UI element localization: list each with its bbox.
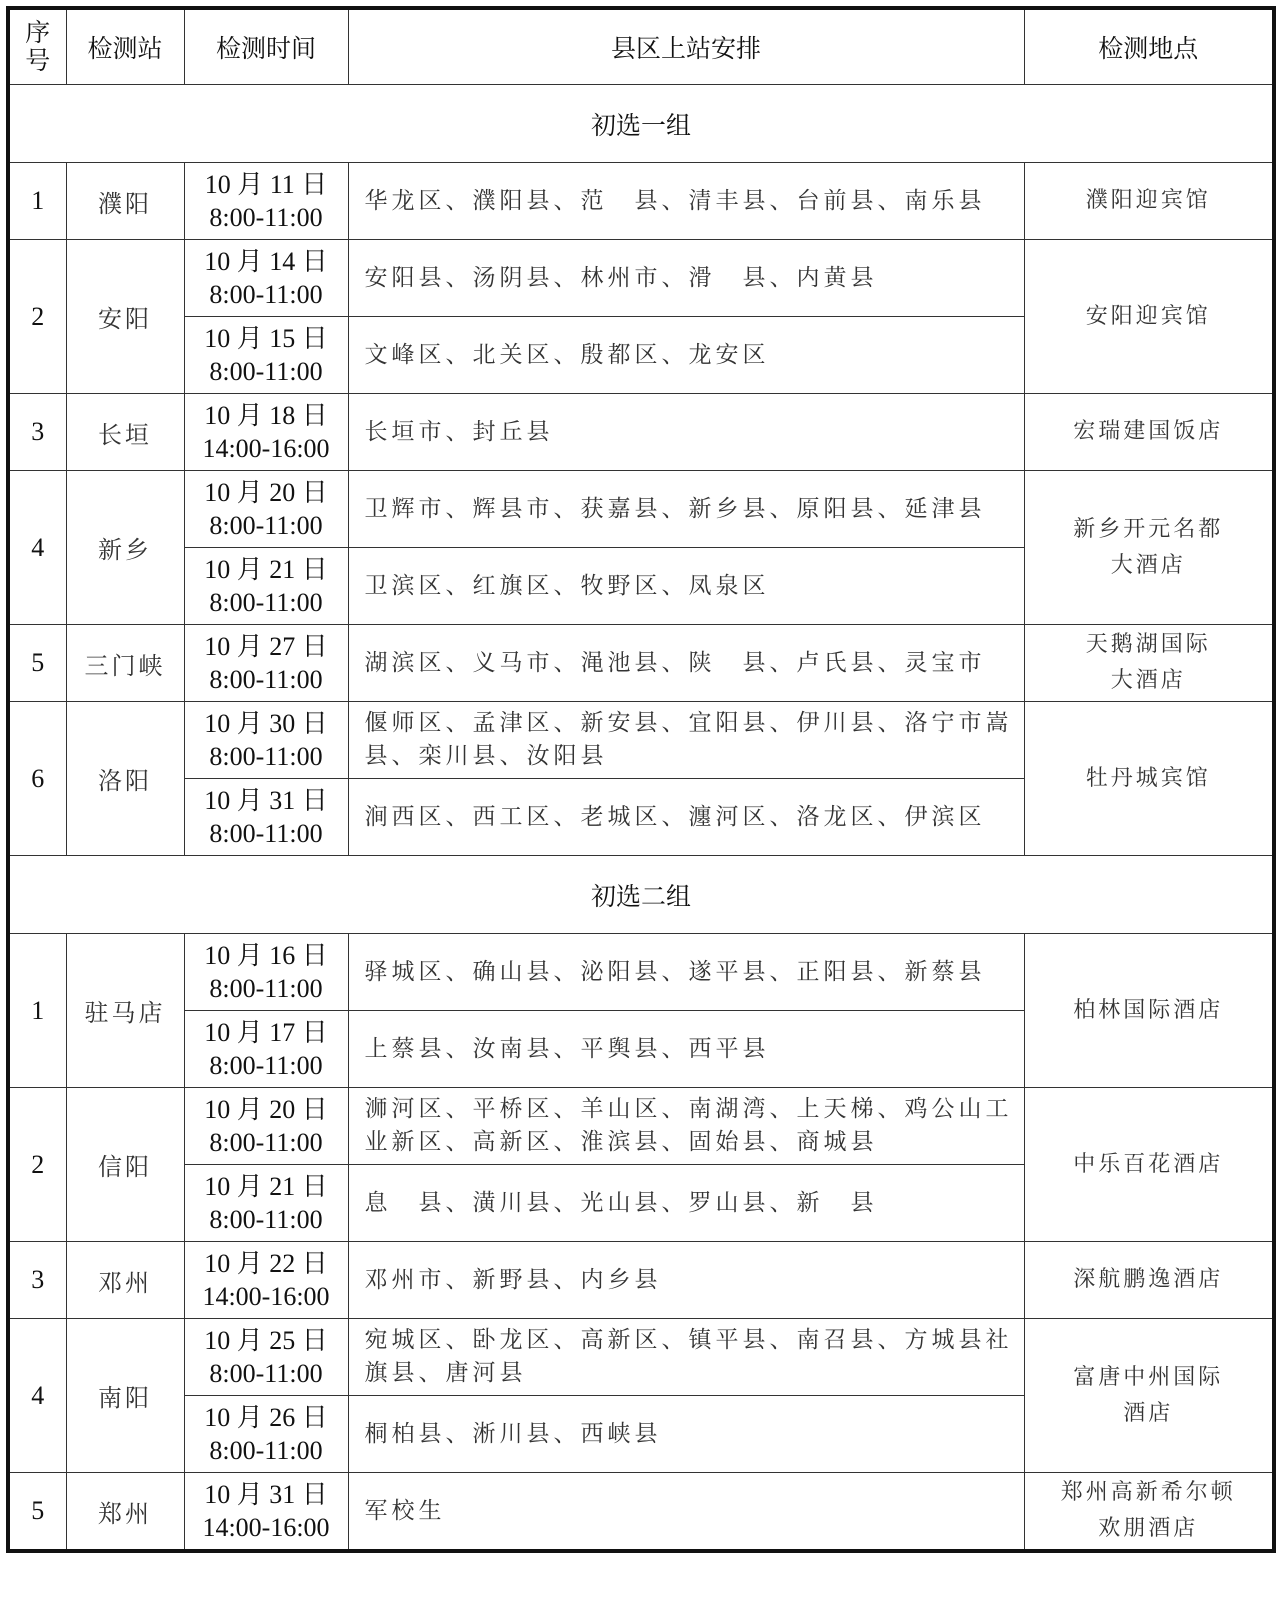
header-counties: 县区上站安排	[348, 8, 1024, 85]
group-title: 初选一组	[8, 85, 1274, 163]
session-date: 10 月 26 日	[204, 1403, 328, 1432]
time-cell	[184, 240, 348, 317]
counties-cell: 息 县、潢川县、光山县、罗山县、新 县	[348, 1165, 1024, 1242]
session-hours: 8:00-11:00	[209, 588, 323, 617]
venue-line: 中乐百花酒店	[1073, 1151, 1224, 1177]
venue-line: 大酒店	[1110, 668, 1186, 693]
venue-line: 富唐中州国际	[1073, 1364, 1224, 1390]
venue-line: 新乡开元名都	[1073, 516, 1224, 542]
seq-cell: 2	[8, 1088, 66, 1242]
venue-cell	[1024, 1242, 1274, 1319]
counties-cell: 邓州市、新野县、内乡县	[348, 1242, 1024, 1319]
venue-line: 牡丹城宾馆	[1085, 765, 1211, 791]
venue-line: 宏瑞建国饭店	[1073, 419, 1224, 444]
counties-cell: 卫辉市、辉县市、获嘉县、新乡县、原阳县、延津县	[348, 471, 1024, 548]
venue-cell	[1024, 394, 1274, 471]
session-date: 10 月 17 日	[204, 1018, 328, 1047]
counties-cell: 卫滨区、红旗区、牧野区、凤泉区	[348, 548, 1024, 625]
time-cell	[184, 163, 348, 240]
venue-line: 深航鹏逸酒店	[1073, 1267, 1224, 1292]
time-cell	[184, 1242, 348, 1319]
table-row	[8, 1088, 1274, 1165]
group-row	[8, 856, 1274, 934]
time-cell	[184, 394, 348, 471]
table-row	[8, 934, 1274, 1011]
session-hours: 14:00-16:00	[202, 1513, 330, 1542]
session-hours: 8:00-11:00	[209, 357, 323, 386]
session-hours: 8:00-11:00	[209, 1205, 323, 1234]
session-date: 10 月 20 日	[204, 478, 328, 507]
session-date: 10 月 16 日	[204, 941, 328, 970]
time-cell	[184, 1165, 348, 1242]
time-cell	[184, 548, 348, 625]
session-hours: 8:00-11:00	[209, 1051, 323, 1080]
session-date: 10 月 14 日	[204, 247, 328, 276]
venue-cell	[1024, 471, 1274, 625]
time-cell	[184, 625, 348, 702]
time-cell	[184, 779, 348, 856]
table-row	[8, 1319, 1274, 1396]
session-hours: 14:00-16:00	[202, 1282, 330, 1311]
counties-cell: 文峰区、北关区、殷都区、龙安区	[348, 317, 1024, 394]
seq-cell: 5	[8, 1473, 66, 1552]
schedule-table	[6, 6, 1276, 1553]
session-date: 10 月 11 日	[204, 170, 328, 199]
session-date: 10 月 21 日	[204, 555, 328, 584]
session-date: 10 月 31 日	[204, 1480, 328, 1509]
time-cell	[184, 1319, 348, 1396]
seq-cell: 1	[8, 163, 66, 240]
header-row	[8, 8, 1274, 85]
station-cell: 南阳	[66, 1319, 184, 1473]
counties-cell: 驿城区、确山县、泌阳县、遂平县、正阳县、新蔡县	[348, 934, 1024, 1011]
time-cell	[184, 702, 348, 779]
session-date: 10 月 15 日	[204, 324, 328, 353]
venue-cell	[1024, 1473, 1274, 1552]
venue-cell	[1024, 1088, 1274, 1242]
venue-cell	[1024, 240, 1274, 394]
venue-cell	[1024, 934, 1274, 1088]
table-row	[8, 1242, 1274, 1319]
session-hours: 8:00-11:00	[209, 974, 323, 1003]
seq-cell: 1	[8, 934, 66, 1088]
session-hours: 14:00-16:00	[202, 434, 330, 463]
session-hours: 8:00-11:00	[209, 511, 323, 540]
header-seq: 序号	[8, 8, 66, 85]
time-cell	[184, 317, 348, 394]
seq-cell: 5	[8, 625, 66, 702]
group-title: 初选二组	[8, 856, 1274, 934]
station-cell: 洛阳	[66, 702, 184, 856]
seq-cell: 6	[8, 702, 66, 856]
station-cell: 三门峡	[66, 625, 184, 702]
station-cell: 邓州	[66, 1242, 184, 1319]
station-cell: 驻马店	[66, 934, 184, 1088]
header-station: 检测站	[66, 8, 184, 85]
table-row	[8, 702, 1274, 779]
time-cell	[184, 934, 348, 1011]
seq-cell: 2	[8, 240, 66, 394]
venue-line: 大酒店	[1110, 552, 1186, 578]
time-cell	[184, 1088, 348, 1165]
seq-cell: 4	[8, 471, 66, 625]
session-date: 10 月 22 日	[204, 1249, 328, 1278]
counties-cell: 浉河区、平桥区、羊山区、南湖湾、上天梯、鸡公山工业新区、高新区、淮滨县、固始县、商城县	[348, 1088, 1024, 1165]
venue-cell	[1024, 163, 1274, 240]
seq-cell: 3	[8, 394, 66, 471]
time-cell	[184, 1011, 348, 1088]
venue-cell	[1024, 1319, 1274, 1473]
table-row	[8, 240, 1274, 317]
time-cell	[184, 1396, 348, 1473]
table-row	[8, 394, 1274, 471]
station-cell: 信阳	[66, 1088, 184, 1242]
session-date: 10 月 21 日	[204, 1172, 328, 1201]
venue-line: 濮阳迎宾馆	[1085, 188, 1211, 213]
session-date: 10 月 20 日	[204, 1095, 328, 1124]
session-date: 10 月 25 日	[204, 1326, 328, 1355]
counties-cell: 安阳县、汤阴县、林州市、滑 县、内黄县	[348, 240, 1024, 317]
session-hours: 8:00-11:00	[209, 819, 323, 848]
counties-cell: 桐柏县、淅川县、西峡县	[348, 1396, 1024, 1473]
counties-cell: 宛城区、卧龙区、高新区、镇平县、南召县、方城县社旗县、唐河县	[348, 1319, 1024, 1396]
session-date: 10 月 27 日	[204, 632, 328, 661]
session-date: 10 月 31 日	[204, 786, 328, 815]
table-row	[8, 471, 1274, 548]
venue-line: 酒店	[1123, 1400, 1174, 1426]
venue-cell	[1024, 702, 1274, 856]
time-cell	[184, 471, 348, 548]
station-cell: 长垣	[66, 394, 184, 471]
counties-cell: 长垣市、封丘县	[348, 394, 1024, 471]
session-hours: 8:00-11:00	[209, 280, 323, 309]
venue-line: 欢朋酒店	[1098, 1516, 1199, 1541]
table-row	[8, 163, 1274, 240]
session-hours: 8:00-11:00	[209, 1436, 323, 1465]
session-date: 10 月 30 日	[204, 709, 328, 738]
counties-cell: 华龙区、濮阳县、范 县、清丰县、台前县、南乐县	[348, 163, 1024, 240]
session-hours: 8:00-11:00	[209, 1128, 323, 1157]
session-hours: 8:00-11:00	[209, 1359, 323, 1388]
table-row	[8, 625, 1274, 702]
venue-line: 天鹅湖国际	[1085, 632, 1211, 657]
time-cell	[184, 1473, 348, 1552]
counties-cell: 上蔡县、汝南县、平舆县、西平县	[348, 1011, 1024, 1088]
counties-cell: 军校生	[348, 1473, 1024, 1552]
station-cell: 安阳	[66, 240, 184, 394]
station-cell: 濮阳	[66, 163, 184, 240]
counties-cell: 湖滨区、义马市、渑池县、陕 县、卢氏县、灵宝市	[348, 625, 1024, 702]
counties-cell: 涧西区、西工区、老城区、瀍河区、洛龙区、伊滨区	[348, 779, 1024, 856]
header-venue: 检测地点	[1024, 8, 1274, 85]
seq-cell: 3	[8, 1242, 66, 1319]
table-body	[8, 85, 1274, 1552]
session-date: 10 月 18 日	[204, 401, 328, 430]
station-cell: 新乡	[66, 471, 184, 625]
venue-cell	[1024, 625, 1274, 702]
venue-line: 安阳迎宾馆	[1085, 303, 1211, 329]
session-hours: 8:00-11:00	[209, 203, 323, 232]
seq-cell: 4	[8, 1319, 66, 1473]
table-row	[8, 1473, 1274, 1552]
venue-line: 柏林国际酒店	[1073, 997, 1224, 1023]
header-time: 检测时间	[184, 8, 348, 85]
group-row	[8, 85, 1274, 163]
counties-cell: 偃师区、孟津区、新安县、宜阳县、伊川县、洛宁市嵩 县、栾川县、汝阳县	[348, 702, 1024, 779]
session-hours: 8:00-11:00	[209, 665, 323, 694]
station-cell: 郑州	[66, 1473, 184, 1552]
venue-line: 郑州高新希尔顿	[1060, 1480, 1236, 1505]
session-hours: 8:00-11:00	[209, 742, 323, 771]
